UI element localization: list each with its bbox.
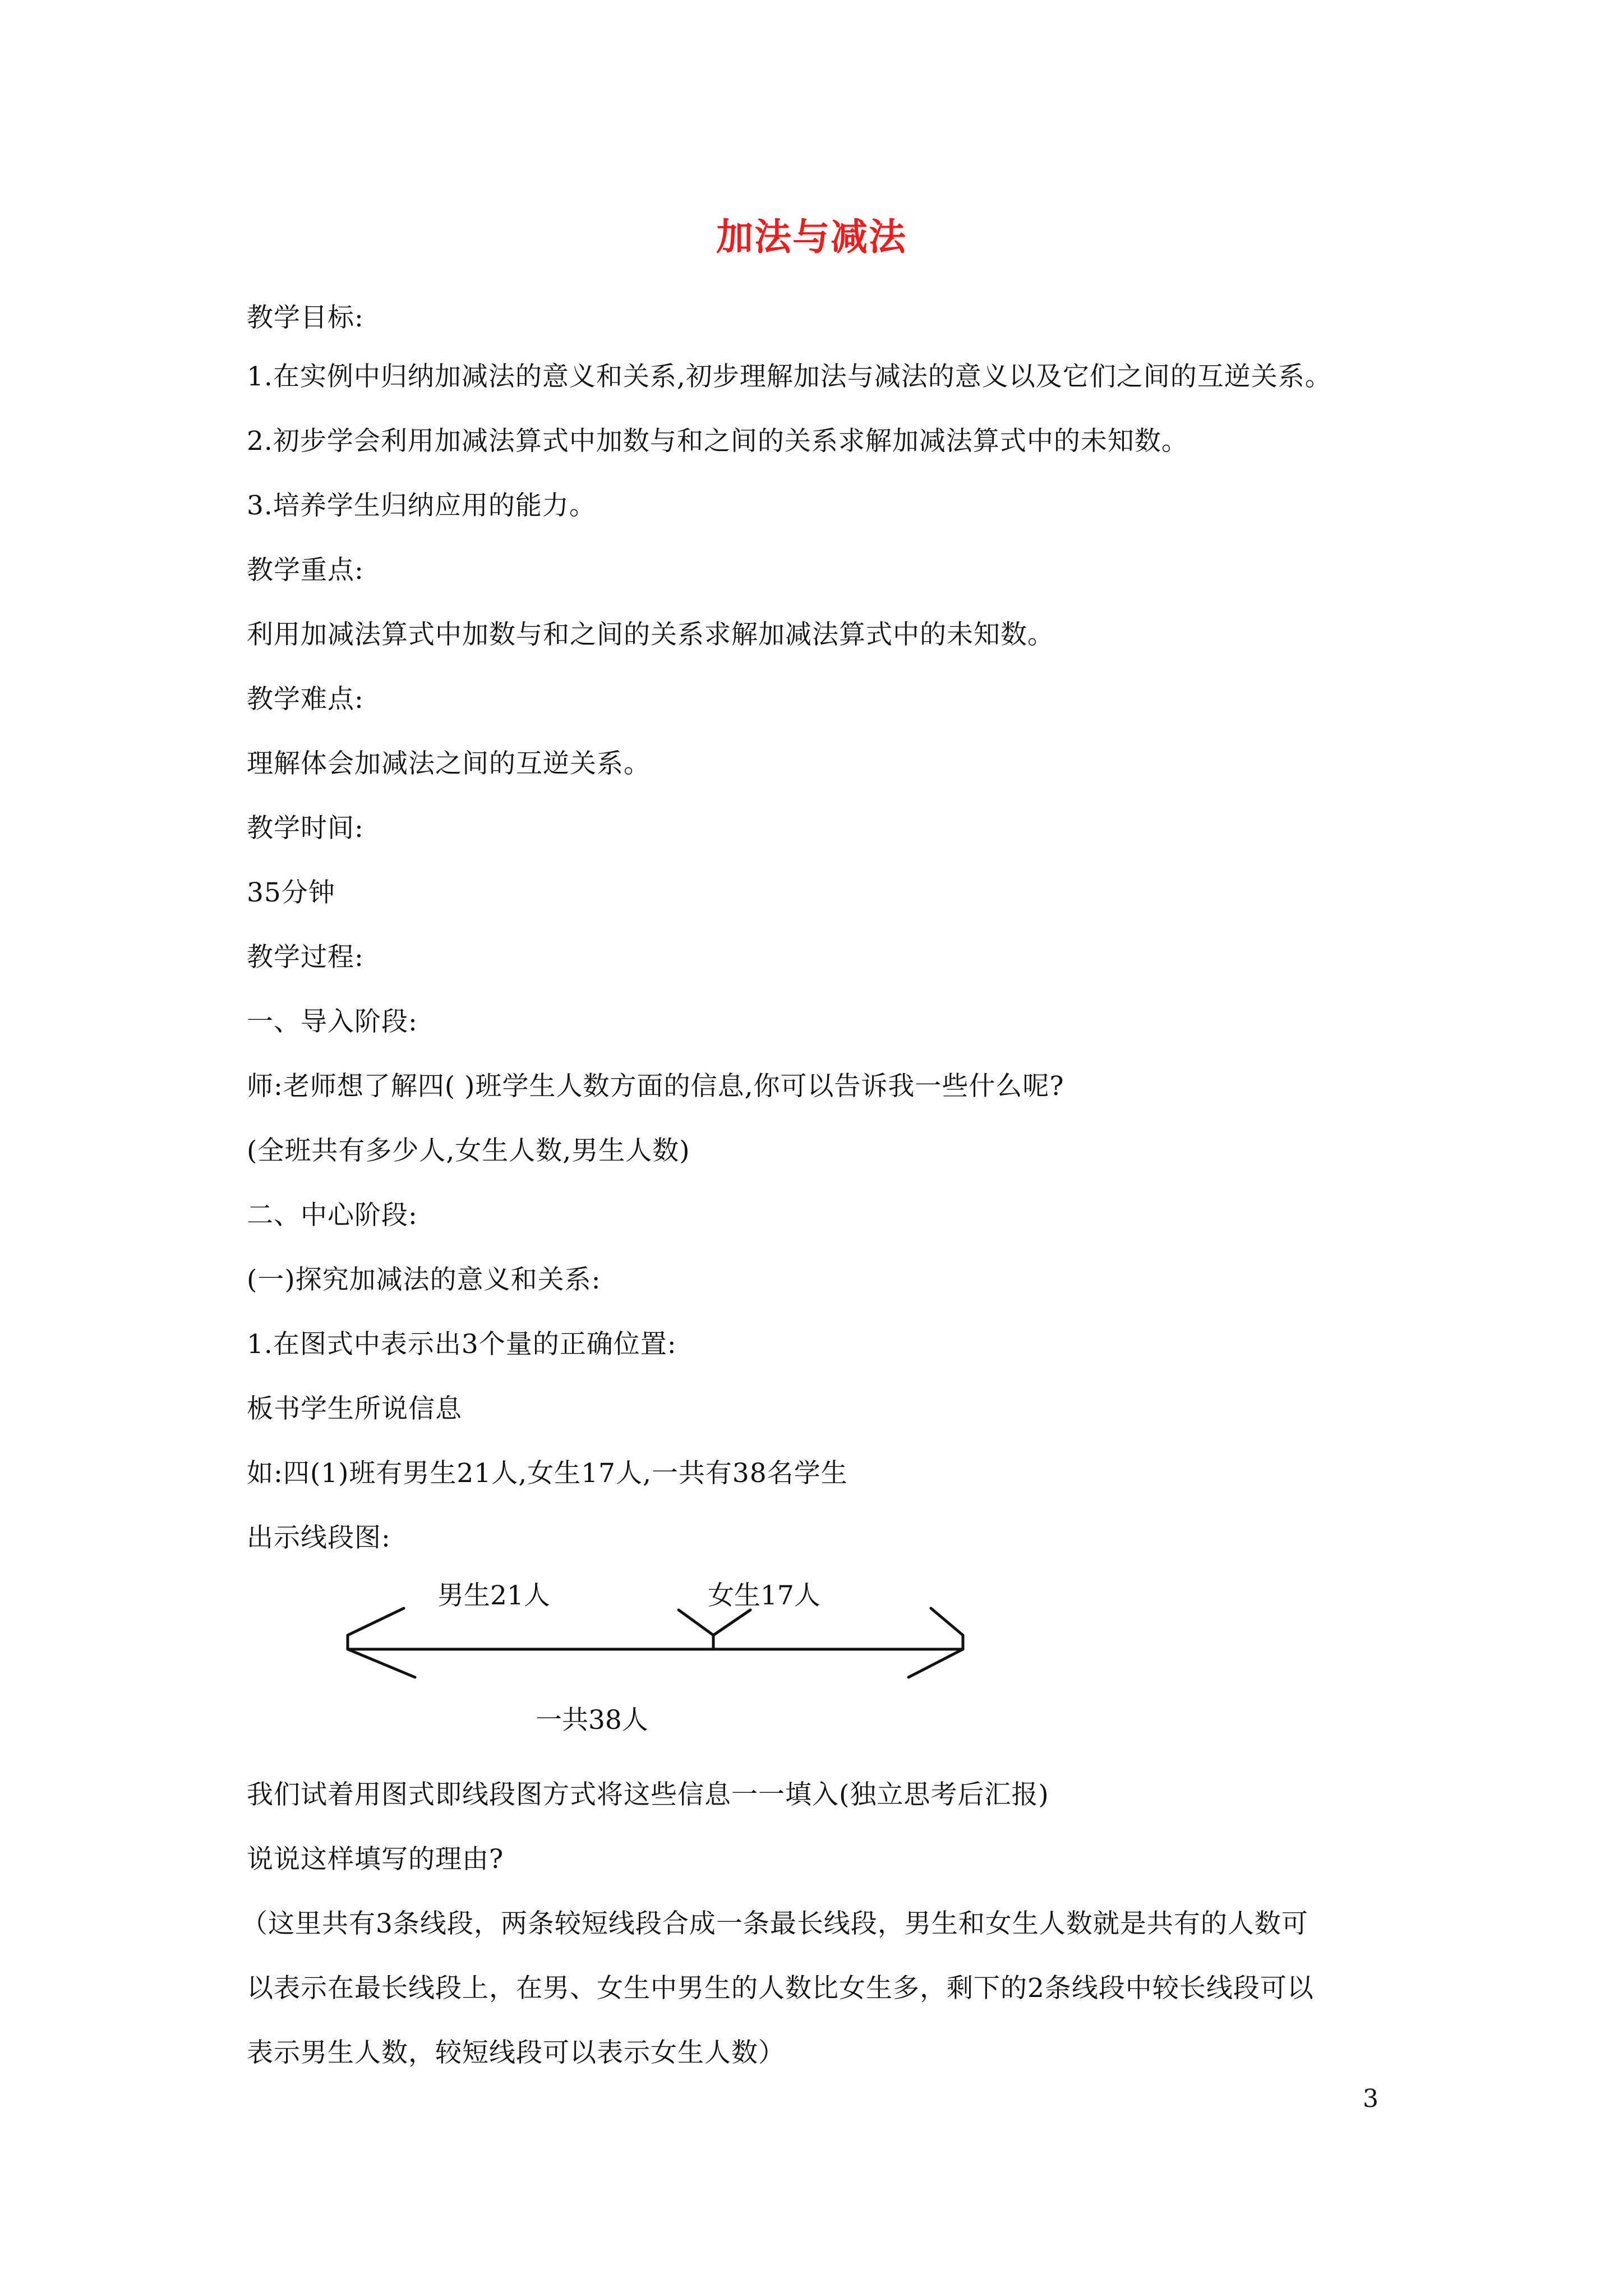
text-line: 板书学生所说信息 — [247, 1393, 462, 1424]
text-line: 1.在实例中归纳加减法的意义和关系,初步理解加法与减法的意义以及它们之间的互逆关系。 — [247, 361, 1332, 392]
text-line: （这里共有3条线段，两条较短线段合成一条最长线段，男生和女生人数就是共有的人数可 — [241, 1908, 1308, 1939]
text-line: 教学目标: — [247, 302, 364, 333]
girls-brace-left — [679, 1610, 713, 1635]
text-line: 以表示在最长线段上，在男、女生中男生的人数比女生多，剩下的2条线段中较长线段可以 — [247, 1973, 1314, 2004]
text-line: 教学难点: — [247, 684, 364, 715]
text-line: 教学过程: — [247, 942, 364, 973]
segment-diagram-svg — [331, 1579, 976, 1747]
page-title: 加法与减法 — [716, 215, 907, 259]
girls-brace-right — [713, 1610, 750, 1635]
boys-brace-left — [348, 1608, 404, 1635]
text-line: 35分钟 — [247, 877, 335, 908]
text-line: 2.初步学会利用加减法算式中加数与和之间的关系求解加减法算式中的未知数。 — [247, 426, 1188, 457]
text-line: 一、导入阶段: — [247, 1006, 418, 1037]
total-label: 一共38人 — [536, 1705, 648, 1736]
text-line: 1.在图式中表示出3个量的正确位置: — [247, 1329, 677, 1360]
total-brace-right — [909, 1649, 963, 1677]
line-segment-diagram — [331, 1579, 976, 1750]
page-number: 3 — [1363, 2085, 1378, 2113]
text-line: 利用加减法算式中加数与和之间的关系求解加减法算式中的未知数。 — [247, 619, 1054, 650]
boys-label: 男生21人 — [437, 1580, 550, 1611]
text-line: 理解体会加减法之间的互逆关系。 — [247, 748, 651, 779]
text-line: (一)探究加减法的意义和关系: — [247, 1264, 601, 1295]
text-line: 出示线段图: — [247, 1522, 391, 1553]
text-line: 教学时间: — [247, 813, 364, 844]
text-line: 二、中心阶段: — [247, 1200, 418, 1231]
text-line: 3.培养学生归纳应用的能力。 — [247, 490, 596, 521]
text-line: 如:四(1)班有男生21人,女生17人,一共有38名学生 — [247, 1458, 848, 1489]
text-line: (全班共有多少人,女生人数,男生人数) — [247, 1135, 690, 1166]
total-brace-left — [348, 1649, 415, 1677]
right-brace — [931, 1608, 963, 1635]
text-line: 教学重点: — [247, 555, 364, 586]
girls-label: 女生17人 — [708, 1580, 820, 1611]
text-line: 说说这样填写的理由? — [247, 1844, 504, 1875]
text-line: 表示男生人数，较短线段可以表示女生人数） — [247, 2037, 785, 2068]
text-line: 我们试着用图式即线段图方式将这些信息一一填入(独立思考后汇报) — [247, 1779, 1049, 1810]
text-line: 师:老师想了解四( )班学生人数方面的信息,你可以告诉我一些什么呢? — [247, 1071, 1064, 1102]
